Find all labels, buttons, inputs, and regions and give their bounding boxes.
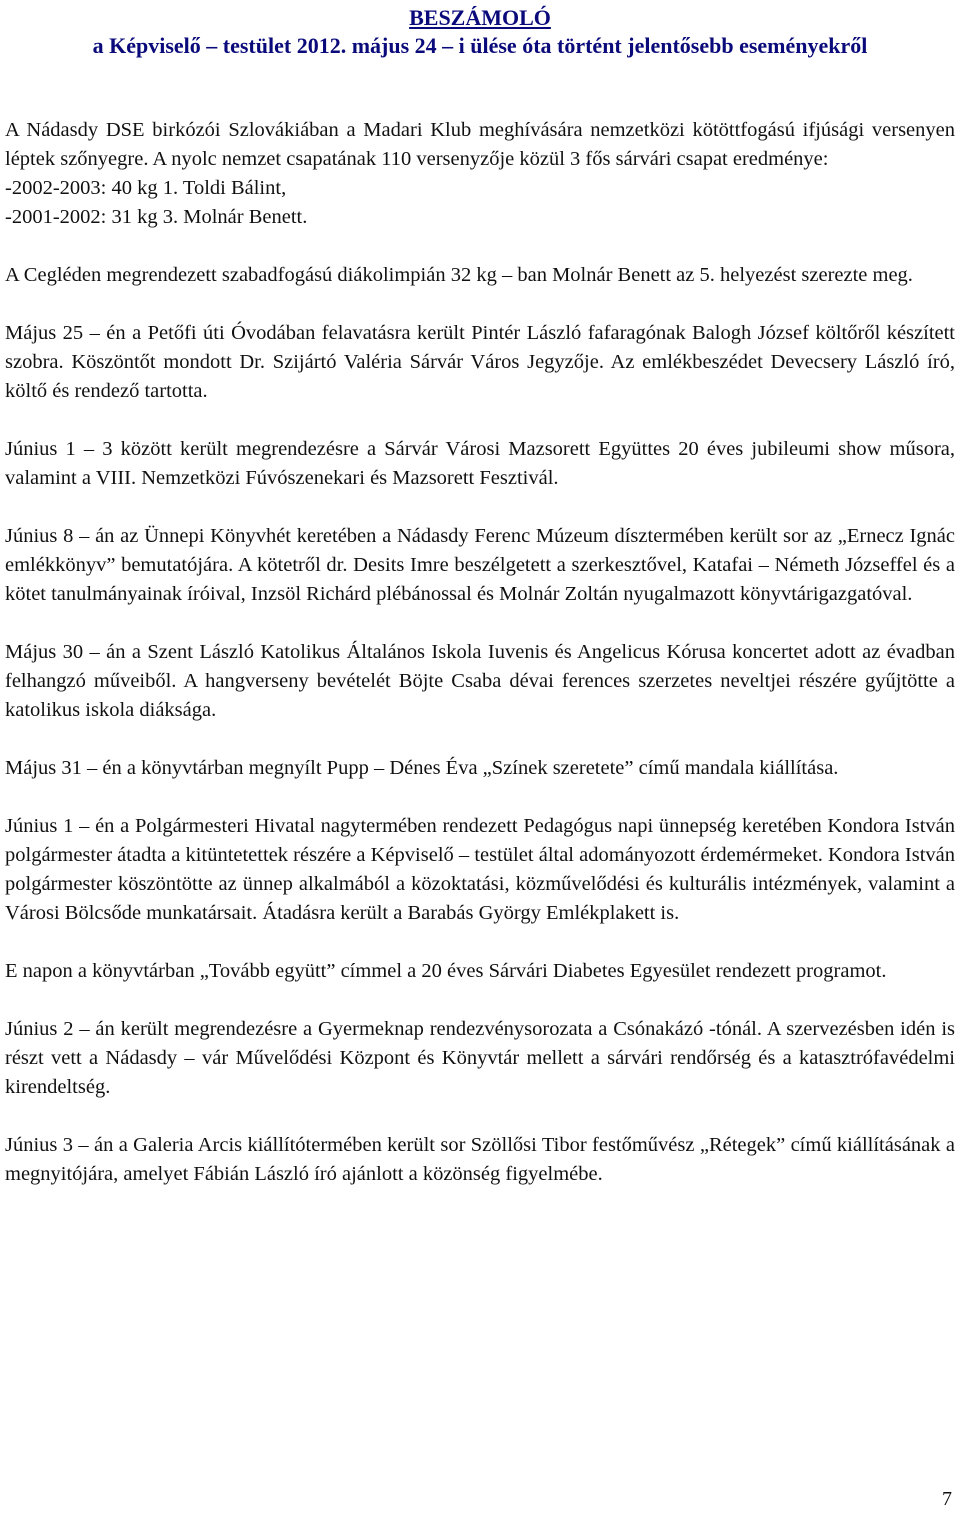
paragraph-line: Június 1 – 3 között került megrendezésre a Sárvár Városi Mazsorett Együttes 20 éves jubileumi show műsora, valamint a VIII. Nemzetközi Fúvószenekari és Mazsorett Fesztivál. bbox=[5, 438, 955, 489]
paragraph-line: Május 31 – én a könyvtárban megnyílt Pupp – Dénes Éva „Színek szeretete” című mandala kiállítása. bbox=[5, 757, 839, 779]
paragraph-line: Június 3 – án a Galeria Arcis kiállítótermében került sor Szöllősi Tibor festőművész „Rétegek” című kiállításának a megnyitójára, amelyet Fábián László író ajánlott a közönség figyelmébe. bbox=[5, 1134, 955, 1185]
paragraph-line: Június 1 – én a Polgármesteri Hivatal nagytermében rendezett Pedagógus napi ünnepség keretében Kondora István polgármester átadta a kitüntetettek részére a Képviselő – testület által adományozott érdemérmeket. Kondora István polgármester köszöntötte az ünnep alkalmából a közoktatási, közművelődési és kulturális intézmények, valamint a Városi Bölcsőde munkatársait. Átadásra került a Barabás György Emlékplakett is. bbox=[5, 815, 955, 924]
document-title: BESZÁMOLÓ bbox=[409, 5, 551, 30]
paragraph-diabetes bbox=[5, 957, 955, 986]
result-line: -2001-2002: 31 kg 3. Molnár Benett. bbox=[5, 206, 308, 228]
paragraph-diakolimpia bbox=[5, 261, 955, 290]
document-header bbox=[0, 4, 960, 60]
paragraph-wrestling bbox=[5, 116, 955, 232]
paragraph-line: Június 2 – án került megrendezésre a Gyermeknap rendezvénysorozata a Csónakázó -tónál. A szervezésben idén is részt vett a Nádasdy – vár Művelődési Központ és Könyvtár mellett a sárvári rendőrség és a katasztrófavédelmi kirendeltség. bbox=[5, 1018, 955, 1098]
paragraph-mandala bbox=[5, 754, 955, 783]
paragraph-line: Május 25 – én a Petőfi úti Óvodában felavatásra került Pintér László fafaragónak Balogh József költőről készített szobra. Köszöntőt mondott Dr. Szijártó Valéria Sárvár Város Jegyzője. Az emlékbeszédet Devecsery László író, költő és rendező tartotta. bbox=[5, 322, 955, 402]
paragraph-line: Június 8 – án az Ünnepi Könyvhét keretében a Nádasdy Ferenc Múzeum dísztermében került sor az „Ernecz Ignác emlékkönyv” bemutatójára. A kötetről dr. Desits Imre beszélgetett a szerkesztővel, Katafai – Németh Józseffel és a kötet tanulmányainak íróival, Inzsöl Richárd plébánossal és Molnár Zoltán nyugalmazott könyvtárigazgatóval. bbox=[5, 525, 955, 605]
paragraph-korus bbox=[5, 638, 955, 725]
paragraph-konyvhet bbox=[5, 522, 955, 609]
paragraph-line: A Cegléden megrendezett szabadfogású diákolimpián 32 kg – ban Molnár Benett az 5. helyezést szerezte meg. bbox=[5, 264, 913, 286]
paragraph-mazsorett bbox=[5, 435, 955, 493]
page-number: 7 bbox=[942, 1488, 952, 1510]
document-body bbox=[5, 116, 955, 1218]
document-subtitle: a Képviselő – testület 2012. május 24 – i ülése óta történt jelentősebb eseményekről bbox=[92, 33, 868, 58]
paragraph-retegek bbox=[5, 1131, 955, 1189]
paragraph-line: A Nádasdy DSE birkózói Szlovákiában a Madari Klub meghívására nemzetközi kötöttfogású ifjúsági versenyen léptek szőnyegre. A nyolc nemzet csapatának 110 versenyzője közül 3 fős sárvári csapat eredménye: bbox=[5, 119, 955, 170]
result-line: -2002-2003: 40 kg 1. Toldi Bálint, bbox=[5, 177, 287, 199]
paragraph-line: E napon a könyvtárban „Tovább együtt” címmel a 20 éves Sárvári Diabetes Egyesület rendezett programot. bbox=[5, 960, 887, 982]
paragraph-statue bbox=[5, 319, 955, 406]
paragraph-gyermeknap bbox=[5, 1015, 955, 1102]
paragraph-pedagogus-nap bbox=[5, 812, 955, 928]
paragraph-line: Május 30 – án a Szent László Katolikus Általános Iskola Iuvenis és Angelicus Kórusa koncertet adott az évadban felhangzó műveiből. A hangverseny bevételét Böjte Csaba dévai ferences szerzetes neveltjei részére gyűjtötte a katolikus iskola diáksága. bbox=[5, 641, 955, 721]
